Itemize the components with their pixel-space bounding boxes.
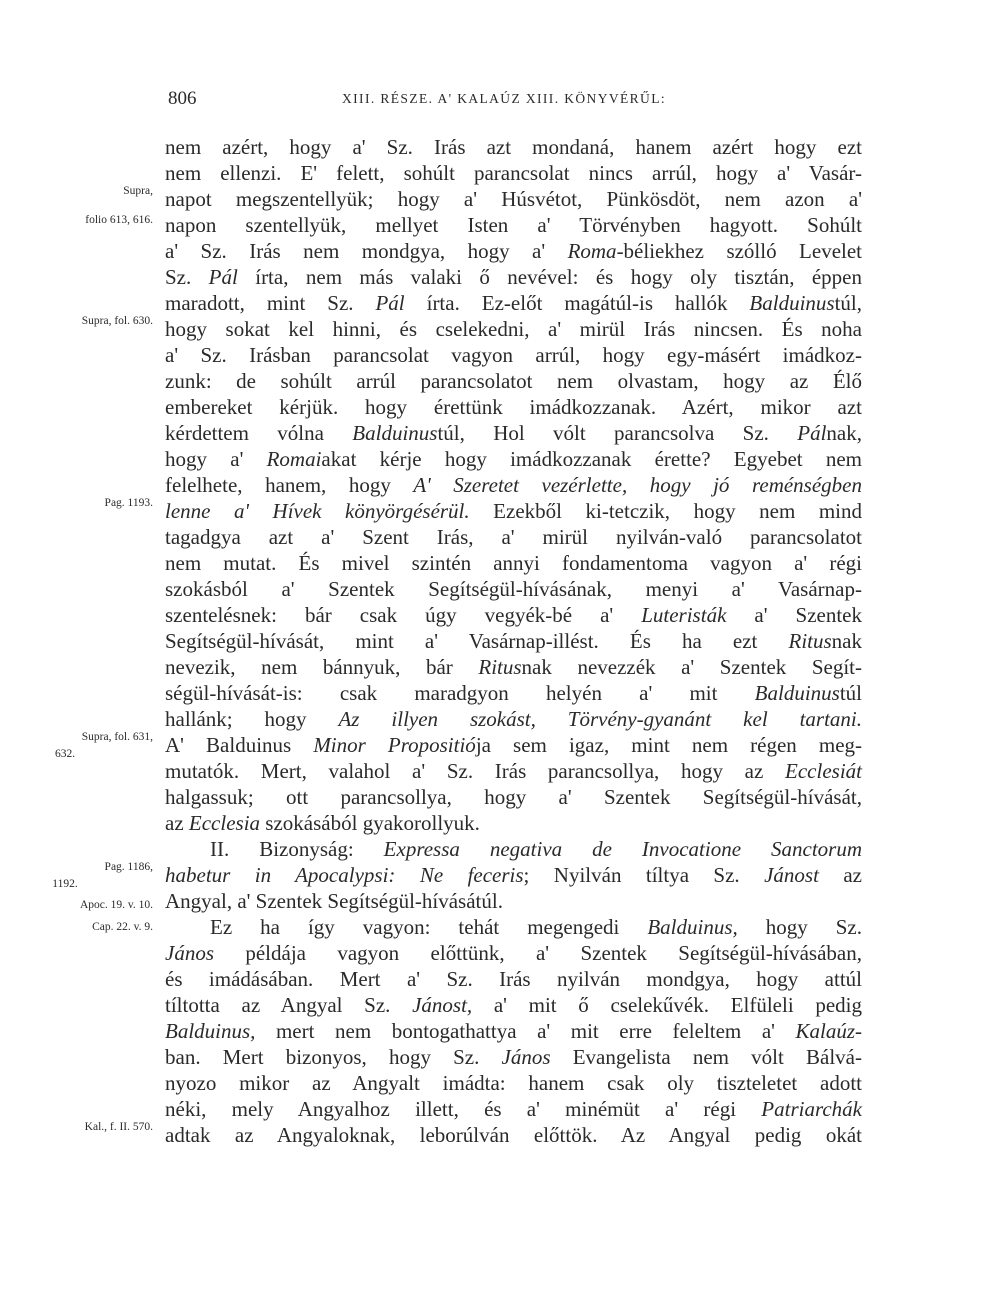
- italic-run: habetur in Apocalypsi: Ne feceris: [165, 863, 524, 887]
- italic-run: Balduinus,: [647, 915, 738, 939]
- text-run: akat kérje hogy imádkozzanak érette? Egyebet nem: [321, 447, 862, 471]
- text-run: a' Sz. Irás nem mondgya, hogy a': [165, 239, 568, 263]
- text-run: nem ellenzi. E' felett, sohúlt parancsolat nincs arrúl, hogy a' Vasár-: [165, 161, 862, 185]
- text-line: [165, 1044, 862, 1070]
- text-line: [165, 420, 862, 446]
- text-run: mert nem bontogathattya a' mit erre feleltem a': [255, 1019, 796, 1043]
- marginal-note: Pag. 1186,: [104, 861, 153, 873]
- text-run: ja sem igaz, mint nem régen meg-: [475, 733, 863, 757]
- italic-run: lenne a' Hívek könyörgésérül.: [165, 499, 470, 523]
- marginal-note: 1192.: [52, 878, 78, 890]
- text-line: [165, 732, 862, 758]
- text-run: túl, Hol vólt parancsolva Sz.: [437, 421, 798, 445]
- page-number: 806: [168, 88, 197, 109]
- text-run: nak nevezzék a' Szentek Segít-: [521, 655, 862, 679]
- italic-run: Luteristák: [641, 603, 727, 627]
- text-run: maradott, mint Sz.: [165, 291, 376, 315]
- italic-run: Kalaúz-: [795, 1019, 862, 1043]
- italic-run: Balduinus,: [165, 1019, 256, 1043]
- text-run: napot megszentellyük; hogy a' Húsvétot, Pünkösdöt, nem azon a': [165, 187, 862, 211]
- italic-run: János: [501, 1045, 551, 1069]
- text-line: [165, 628, 862, 654]
- text-run: ségül-hívását-is: csak maradgyon helyén a' mit: [165, 681, 755, 705]
- italic-run: A' Szeretet vezérlette, hogy jó reménségben: [413, 473, 862, 497]
- italic-run: Balduinus: [754, 681, 840, 705]
- marginal-note: Cap. 22. v. 9.: [92, 921, 153, 933]
- marginal-note: Supra,: [123, 185, 153, 197]
- marginal-note: Apoc. 19. v. 10.: [79, 899, 153, 911]
- text-line: [165, 238, 862, 264]
- text-run: az: [818, 863, 862, 887]
- text-run: adtak az Angyaloknak, leborúlván előttök. Az Angyal pedig okát: [165, 1123, 862, 1147]
- text-run: napon szentellyük, mellyet Isten a' Törvényben hagyott. Sohúlt: [165, 213, 862, 237]
- text-run: Evangelista nem vólt Bálvá-: [550, 1045, 862, 1069]
- italic-run: Ritus: [788, 629, 832, 653]
- italic-run: Ecclesia: [188, 811, 261, 835]
- text-line: [210, 836, 862, 862]
- text-line: [165, 1018, 862, 1044]
- text-run: írta. Ez-előt magátúl-is hallók: [404, 291, 750, 315]
- text-run: hogy Sz.: [737, 915, 862, 939]
- italic-run: Balduinus: [352, 421, 438, 445]
- text-run: tíltotta az Angyal Sz.: [165, 993, 413, 1017]
- text-line: [165, 680, 862, 706]
- text-run: és imádásában. Mert a' Sz. Irás nyilván mondgya, hogy attúl: [165, 967, 862, 991]
- text-line: [165, 472, 862, 498]
- text-run: a' Sz. Irásban parancsolat vagyon arrúl, hogy egy-másért imádkoz-: [165, 343, 862, 367]
- italic-run: Patriarchák: [761, 1097, 862, 1121]
- text-run: hogy a': [165, 447, 267, 471]
- text-line: [165, 576, 862, 602]
- text-run: példája vagyon előttünk, a' Szentek Segítségül-hívásában,: [214, 941, 862, 965]
- text-run: A' Balduinus: [165, 733, 314, 757]
- text-line: [165, 784, 862, 810]
- italic-run: Roma: [567, 239, 617, 263]
- marginal-note: Kal., f. II. 570.: [84, 1121, 153, 1133]
- text-run: hogy sokat kel hinni, és cselekedni, a' mirül Irás nincsen. És noha: [165, 317, 862, 341]
- text-line: [165, 290, 862, 316]
- text-line: [165, 212, 862, 238]
- text-run: a' Szentek: [726, 603, 862, 627]
- text-run: Sz.: [165, 265, 209, 289]
- page-header: [0, 88, 1000, 112]
- text-line: [165, 550, 862, 576]
- italic-run: Pál: [375, 291, 405, 315]
- text-line: [165, 992, 862, 1018]
- text-line: [165, 368, 862, 394]
- text-line: [165, 966, 862, 992]
- marginal-note: Pag. 1193.: [104, 497, 153, 509]
- marginal-note: Supra, fol. 631,: [81, 731, 153, 743]
- text-line: [165, 758, 862, 784]
- text-line: [165, 1096, 862, 1122]
- text-run: zunk: de sohúlt arrúl parancsolatot nem olvastam, hogy az Élő: [165, 369, 862, 393]
- text-run: szentelésnek: bár csak úgy vegyék-bé a': [165, 603, 642, 627]
- text-run: nem mutat. És mivel szintén annyi fondamentoma vagyon a' régi: [165, 551, 862, 575]
- italic-run: Ecclesiát: [785, 759, 862, 783]
- text-line: [165, 1070, 862, 1096]
- text-run: tagadgya azt a' Szent Irás, a' mirül nyilván-való parancsolatot: [165, 525, 862, 549]
- text-run: nevezik, nem bánnyuk, bár: [165, 655, 479, 679]
- italic-run: János: [165, 941, 214, 965]
- marginal-note: 632.: [54, 748, 76, 760]
- italic-run: Jánost,: [412, 993, 473, 1017]
- text-run: Angyal, a' Szentek Segítségül-hívásátúl.: [165, 889, 503, 913]
- text-run: nak: [831, 629, 862, 653]
- italic-run: Az illyen szokást, Törvény-gyanánt kel tartani.: [338, 707, 862, 731]
- italic-run: Ritus: [478, 655, 522, 679]
- text-line: [165, 186, 862, 212]
- italic-run: Balduinus: [749, 291, 835, 315]
- text-run: ban. Mert bizonyos, hogy Sz.: [165, 1045, 502, 1069]
- text-run: Segítségül-hívását, mint a' Vasárnap-illést. És ha ezt: [165, 629, 789, 653]
- text-line: [165, 394, 862, 420]
- text-run: embereket kérjük. hogy érettünk imádkozzanak. Azért, mikor azt: [165, 395, 862, 419]
- marginal-note: folio 613, 616.: [85, 214, 153, 226]
- text-line: [165, 940, 862, 966]
- text-run: mutatók. Mert, valahol a' Sz. Irás parancsollya, hogy az: [165, 759, 786, 783]
- text-line: [165, 264, 862, 290]
- text-run: Ezekből ki-tetczik, hogy nem mind: [469, 499, 862, 523]
- italic-run: Expressa negativa de Invocatione Sanctorum: [383, 837, 862, 861]
- text-line: [165, 498, 862, 524]
- italic-run: Jánost: [764, 863, 819, 887]
- text-run: kérdettem vólna: [165, 421, 353, 445]
- text-line: [210, 914, 862, 940]
- italic-run: Romai: [266, 447, 322, 471]
- text-run: halgassuk; ott parancsollya, hogy a' Szentek Segítségül-hívását,: [165, 785, 862, 809]
- text-run: túl,: [834, 291, 862, 315]
- text-line: [165, 706, 862, 732]
- text-line: [165, 446, 862, 472]
- text-run: II. Bizonyság:: [210, 837, 384, 861]
- text-run: Ez ha így vagyon: tehát megengedi: [210, 915, 648, 939]
- text-run: túl: [839, 681, 862, 705]
- text-run: -béliekhez szólló Levelet: [616, 239, 863, 263]
- text-run: a' mit ő cselekűvék. Elfüleli pedig: [472, 993, 862, 1017]
- italic-run: Pál: [208, 265, 238, 289]
- text-line: [165, 524, 862, 550]
- running-head: XIII. RÉSZE. A' KALAÚZ XIII. KÖNYVÉRŰL:: [342, 91, 666, 106]
- text-run: szokásból a' Szentek Segítségül-hívásának, menyi a' Vasárnap-: [165, 577, 862, 601]
- text-run: néki, mely Angyalhoz illett, és a' minémüt a' régi: [165, 1097, 762, 1121]
- text-line: [165, 134, 862, 160]
- text-run: nak,: [826, 421, 862, 445]
- italic-run: Pál: [797, 421, 827, 445]
- text-run: szokásából gyakorollyuk.: [260, 811, 480, 835]
- text-line: [165, 862, 862, 888]
- text-run: írta, nem más valaki ő nevével: és hogy oly tisztán, éppen: [237, 265, 862, 289]
- text-line: [165, 810, 862, 836]
- text-line: [165, 1122, 862, 1148]
- text-run: ; Nyilván tíltya Sz.: [523, 863, 765, 887]
- text-line: [165, 654, 862, 680]
- text-line: [165, 160, 862, 186]
- marginal-note: Supra, fol. 630.: [81, 315, 153, 327]
- text-line: [165, 888, 862, 914]
- text-run: hallánk; hogy: [165, 707, 339, 731]
- text-run: az: [165, 811, 189, 835]
- text-line: [165, 316, 862, 342]
- text-run: nyozo mikor az Angyalt imádta: hanem csak oly tiszteletet adott: [165, 1071, 862, 1095]
- text-line: [165, 602, 862, 628]
- text-run: nem azért, hogy a' Sz. Irás azt mondaná, hanem azért hogy ezt: [165, 135, 862, 159]
- text-run: felelhete, hanem, hogy: [165, 473, 414, 497]
- italic-run: Minor Propositió: [313, 733, 476, 757]
- text-line: [165, 342, 862, 368]
